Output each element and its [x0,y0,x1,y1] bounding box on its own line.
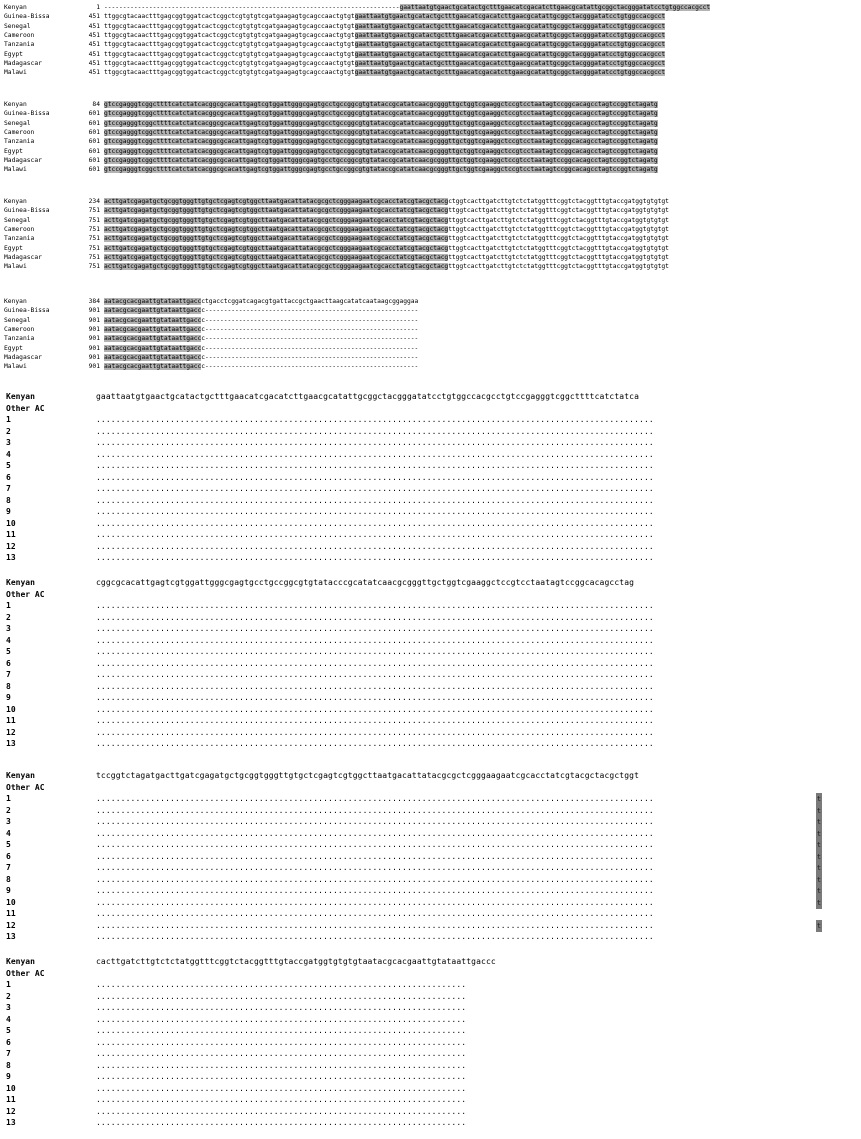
row-label: 4 [6,1014,11,1024]
unaligned-region: ttggtcacttgatcttgtctctatggtttcggtctacggtttgtaccgatggtgtgtgt [448,235,669,243]
unaligned-region: c--------------------------------------------------------- [201,335,419,343]
unaligned-region: ctgacctcggatcagacgtgattaccgctgaacttaagcatatcaataagcggaggaa [201,298,419,305]
sequence-name: Senegal [4,216,31,224]
sequence-position: 901 [88,353,100,361]
identity-dots: ................................................................................................................. [96,472,654,482]
unaligned-region: ttggcgtacaactttgagcggtggatcactcggctcgtgtgtcgatgaagagtgcagccaactgtgt [104,31,355,39]
sequence-name: Madagascar [4,353,42,361]
row-label: 10 [6,704,16,714]
row-label: 3 [6,817,11,826]
aligned-region: acttgatcgagatgctgcggtgggttgtgctcgagtcgtggcttaatgacattatacgcgctcgggaagaatcgcacctatcgtacgctacg [104,253,449,261]
identity-dots: ................................................................................................................. [96,415,654,424]
sequence-text [104,41,665,50]
aligned-region: gtccgagggtcggcttttcatctatcacggcgcacattgagtcgtggattgggcgagtgcctgccggcgtgtataccgcatatcaacgcgggttgctggtcgaaggctccgtcctaatagtccggcacagcctagtccggtctagatg [104,147,658,155]
identity-dots: ................................................................................................................. [96,681,654,691]
unaligned-region: ttggtcacttgatcttgtctctatggtttcggtctacggtttgtaccgatggtgtgtgt [448,207,669,215]
identity-dots: ........................................................................... [96,1072,467,1081]
row-label: Kenyan [6,771,35,780]
row-label: 4 [6,828,11,838]
aligned-region: aatacgcacgaattgtataattgacc [104,344,202,352]
reference-sequence: tccggtctagatgacttgatcgagatgctgcggtgggttgtgctcgagtcgtggcttaatgacattatacgcgctcgggaagaatcgcacctatcgtacgctacgctggt [96,771,640,780]
row-label: 12 [6,727,16,737]
sequence-text [104,51,665,60]
aligned-region: acttgatcgagatgctgcggtgggttgtgctcgagtcgtggcttaatgacattatacgcgctcgggaagaatcgcacctatcgtacgctacg [104,198,449,205]
sequence-position: 751 [88,253,100,261]
identity-dots: ................................................................................................................. [96,635,654,645]
unaligned-region: ttggtcacttgatcttgtctctatggtttcggtctacggtttgtaccgatggtgtgtgt [448,253,669,261]
row-label: 7 [6,863,11,872]
row-label: 11 [6,1095,16,1104]
row-label: 4 [6,635,11,645]
row-label: 2 [6,991,11,1001]
sequence-position: 451 [88,41,100,49]
sequence-text [104,207,669,216]
row-label: 1 [6,601,11,610]
unaligned-region: c--------------------------------------------------------- [201,353,419,361]
row-label: 9 [6,507,11,516]
row-label: 12 [6,920,16,930]
sequence-text [104,345,418,354]
sequence-name: Malawi [4,166,27,174]
sequence-position: 901 [88,363,100,371]
identity-dots: ................................................................................................................. [96,647,654,656]
sequence-name: Tanzania [4,138,35,146]
row-label: 9 [6,693,11,702]
identity-dots: ........................................................................... [96,1060,467,1070]
sequence-name: Egypt [4,244,23,252]
row-label: 1 [6,980,11,989]
row-label: 10 [6,897,16,907]
sequence-text [104,69,665,78]
identity-dots: ................................................................................................................. [96,438,654,447]
unaligned-region: c--------------------------------------------------------- [201,363,419,371]
identity-dots: ................................................................................................................. [96,461,654,470]
aligned-region: gtccgagggtcggcttttcatctatcacggcgcacattgagtcgtggattgggcgagtgcctgccggcgtgtataccgcatatcaacgcgggttgctggtcgaaggctccgtcctaatagtccggcacagcctagtccggtctagatg [104,138,658,146]
row-label: 12 [6,1106,16,1116]
sequence-text [104,198,669,207]
sequence-position: 601 [88,110,100,118]
sequence-name: Kenyan [4,298,27,305]
identity-dots: ................................................................................................................. [96,541,654,551]
sequence-text [104,263,669,272]
sequence-text [104,245,669,254]
unaligned-region: ttggcgtacaactttgagcggtggatcactcggctcgtgtgtcgatgaagagtgcagccaactgtgt [104,59,355,67]
sequence-text [104,32,665,41]
unaligned-region: ttggcgtacaactttgagcggtggatcactcggctcgtgtgtcgatgaagagtgcagccaactgtgt [104,13,355,21]
aligned-region: gtccgagggtcggcttttcatctatcacggcgcacattgagtcgtggattgggcgagtgcctgccggcgtgtataccgcatatcaacgcgggttgctggtcgaaggctccgtcctaatagtccggcacagcctagtccggtctagatg [104,119,658,127]
row-label: Kenyan [6,392,35,401]
sequence-name: Guinea-Bissa [4,307,50,315]
sequence-position: 384 [88,298,100,305]
identity-dots: ................................................................................................................. [96,553,654,562]
identity-dots: ................................................................................................................. [96,794,654,803]
unaligned-region: ttggtcacttgatcttgtctctatggtttcggtctacggtttgtaccgatggtgtgtgt [448,216,669,224]
sequence-position: 751 [88,263,100,271]
sequence-name: Cameroon [4,128,35,136]
sequence-position: 1 [96,4,100,11]
sequence-text [104,157,658,166]
row-label: 11 [6,909,16,918]
sequence-name: Senegal [4,119,31,127]
sequence-name: Madagascar [4,156,42,164]
row-label: Kenyan [6,578,35,587]
sequence-position: 84 [92,101,100,108]
row-label: Other AC [6,968,45,978]
identity-dots: ................................................................................................................. [96,670,654,679]
sequence-name: Guinea-Bissa [4,13,50,21]
identity-dots: ................................................................................................................. [96,601,654,610]
identity-dots: ........................................................................... [96,1083,467,1093]
identity-dots: ........................................................................... [96,991,467,1001]
sequence-text [104,307,418,316]
sequence-name: Egypt [4,344,23,352]
row-label: 13 [6,932,16,941]
sequence-text [104,120,658,129]
row-label: 12 [6,541,16,551]
identity-dots: ................................................................................................................. [96,739,654,748]
sequence-position: 901 [88,335,100,343]
sequence-name: Tanzania [4,235,35,243]
sequence-name: Senegal [4,316,31,324]
identity-dots: ................................................................................................................. [96,909,654,918]
identity-dots: ................................................................................................................. [96,886,654,895]
sequence-text [104,129,658,138]
row-label: 6 [6,472,11,482]
unaligned-region: c--------------------------------------------------------- [201,325,419,333]
row-label: 5 [6,1026,11,1035]
row-label: 3 [6,1003,11,1012]
sequence-name: Madagascar [4,59,42,67]
aligned-region: gtccgagggtcggcttttcatctatcacggcgcacattgagtcgtggattgggcgagtgcctgccggcgtgtataccgcatatcaacgcgggttgctggtcgaaggctccgtcctaatagtccggcacagcctagtccggtctagatg [104,166,658,174]
identity-dots: ................................................................................................................. [96,426,654,436]
snp-variant-mark: t [816,864,822,872]
row-label: 13 [6,739,16,748]
sequence-text [104,326,418,335]
sequence-name: Tanzania [4,335,35,343]
snp-variant-mark: t [816,921,822,930]
sequence-text [104,217,669,226]
identity-dots: ........................................................................... [96,1106,467,1116]
identity-dots: ........................................................................... [96,1014,467,1024]
unaligned-region: ------------------------------------------------------------------------------- [104,4,400,11]
identity-dots: ........................................................................... [96,1049,467,1058]
snp-variant-mark: t [816,875,822,884]
sequence-position: 601 [88,119,100,127]
row-label: 8 [6,874,11,884]
row-label: 7 [6,670,11,679]
sequence-name: Kenyan [4,198,27,205]
sequence-name: Kenyan [4,4,27,11]
sequence-name: Malawi [4,363,27,371]
sequence-text [104,13,665,22]
sequence-text [104,110,658,119]
sequence-text [104,166,658,175]
sequence-position: 751 [88,225,100,233]
sequence-name: Malawi [4,263,27,271]
identity-dots: ................................................................................................................. [96,658,654,668]
row-label: 4 [6,449,11,459]
sequence-position: 451 [88,22,100,30]
aligned-region: aatacgcacgaattgtataattgacc [104,353,202,361]
row-label: 13 [6,1118,16,1127]
row-label: Other AC [6,403,45,413]
identity-dots: ................................................................................................................. [96,932,654,941]
sequence-position: 751 [88,216,100,224]
sequence-position: 901 [88,307,100,315]
row-label: 11 [6,716,16,725]
snp-variant-mark: t [816,818,822,826]
sequence-text [104,226,669,235]
row-label: 6 [6,1037,11,1047]
unaligned-region: ttggcgtacaactttgagcggtggatcactcggctcgtgtgtcgatgaagagtgcagccaactgtgt [104,41,355,49]
row-label: 2 [6,805,11,815]
sequence-position: 601 [88,166,100,174]
sequence-text [104,235,669,244]
sequence-text [104,60,665,69]
aligned-region: gaattaatgtgaactgcatactgctttgaacatcgacatcttgaacgcatattgcggctacgggatatcctgtggccacgcct [354,50,666,58]
sequence-name: Cameroon [4,225,35,233]
sequence-name: Kenyan [4,101,27,108]
sequence-position: 901 [88,316,100,324]
aligned-region: aatacgcacgaattgtataattgacc [104,307,202,315]
row-label: 1 [6,415,11,424]
identity-dots: ................................................................................................................. [96,851,654,861]
snp-variant-mark: t [816,841,822,849]
sequence-name: Cameroon [4,325,35,333]
aligned-region: aatacgcacgaattgtataattgacc [104,316,202,324]
sequence-position: 751 [88,244,100,252]
sequence-text [104,354,418,363]
snp-variant-mark: t [816,829,822,838]
sequence-position: 601 [88,128,100,136]
sequence-position: 751 [88,235,100,243]
row-label: 8 [6,681,11,691]
identity-dots: ................................................................................................................. [96,624,654,633]
sequence-position: 451 [88,59,100,67]
reference-sequence: cggcgcacattgagtcgtggattgggcgagtgcctgccggcgtgtatacccgcatatcaacgcgggttgctggtcgaaggctccgtcctaatagtccggcacagcctag [96,578,635,587]
aligned-region: aatacgcacgaattgtataattgacc [104,363,202,371]
sequence-position: 601 [88,138,100,146]
sequence-position: 901 [88,344,100,352]
identity-dots: ........................................................................... [96,1095,467,1104]
aligned-region: gaattaatgtgaactgcatactgctttgaacatcgacatcttgaacgcatattgcggctacgggatatcctgtggccacgcct [354,13,666,21]
sequence-text [104,138,658,147]
snp-variant-mark: t [816,852,822,861]
row-label: 13 [6,553,16,562]
sequence-text [104,254,669,263]
row-label: 7 [6,1049,11,1058]
row-label: 10 [6,518,16,528]
identity-dots: ................................................................................................................. [96,693,654,702]
row-label: 9 [6,1072,11,1081]
identity-dots: ................................................................................................................. [96,495,654,505]
sequence-position: 601 [88,156,100,164]
unaligned-region: ttggtcacttgatcttgtctctatggtttcggtctacggtttgtaccgatggtgtgtgt [448,225,669,233]
identity-dots: ........................................................................... [96,1026,467,1035]
row-label: 6 [6,851,11,861]
snp-variant-mark: t [816,806,822,815]
unaligned-region: ctggtcacttgatcttgtctctatggtttcggtctacggtttgtaccgatggtgtgtgt [448,198,669,205]
aligned-region: acttgatcgagatgctgcggtgggttgtgctcgagtcgtggcttaatgacattatacgcgctcgggaagaatcgcacctatcgtacgctacg [104,244,449,252]
row-label: Other AC [6,589,45,599]
aligned-region: acttgatcgagatgctgcggtgggttgtgctcgagtcgtggcttaatgacattatacgcgctcgggaagaatcgcacctatcgtacgctacg [104,216,449,224]
sequence-text [104,298,418,307]
unaligned-region: ttggcgtacaactttgagcggtggatcactcggctcgtgtgtcgatgaagagtgcagccaactgtgt [104,50,355,58]
unaligned-region: ttggtcacttgatcttgtctctatggtttcggtctacggtttgtaccgatggtgtgtgt [448,263,669,271]
sequence-name: Senegal [4,22,31,30]
row-label: 6 [6,658,11,668]
reference-sequence: cacttgatcttgtctctatggtttcggtctacggtttgtaccgatggtgtgtgtaatacgcacgaattgtataattgaccc [96,957,496,966]
aligned-region: gtccgagggtcggcttttcatctatcacggcgcacattgagtcgtggattgggcgagtgcctgccggcgtgtataccgcatatcaacgcgggttgctggtcgaaggctccgtcctaatagtccggcacagcctagtccggtctagatg [104,128,658,136]
aligned-region: gaattaatgtgaactgcatactgctttgaacatcgacatcttgaacgcatattgcggctacgggatatcctgtggccacgcct [354,69,666,77]
aligned-region: acttgatcgagatgctgcggtgggttgtgctcgagtcgtggcttaatgacattatacgcgctcgggaagaatcgcacctatcgtacgctacg [104,263,449,271]
identity-dots: ................................................................................................................. [96,518,654,528]
aligned-region: acttgatcgagatgctgcggtgggttgtgctcgagtcgtggcttaatgacattatacgcgctcgggaagaatcgcacctatcgtacgctacg [104,235,449,243]
unaligned-region: c--------------------------------------------------------- [201,307,419,315]
row-label: Other AC [6,782,45,792]
reference-sequence: gaattaatgtgaactgcatactgctttgaacatcgacatcttgaacgcatattgcggctacgggatatcctgtggccacgcctgtccgagggtcggcttttcatctatca [96,392,640,401]
identity-dots: ................................................................................................................. [96,874,654,884]
aligned-region: gaattaatgtgaactgcatactgctttgaacatcgacatcttgaacgcatattgcggctacgggatatcctgtggccacgcct [399,4,711,11]
sequence-name: Tanzania [4,41,35,49]
identity-dots: ................................................................................................................. [96,805,654,815]
aligned-region: acttgatcgagatgctgcggtgggttgtgctcgagtcgtggcttaatgacattatacgcgctcgggaagaatcgcacctatcgtacgctacg [104,225,449,233]
aligned-region: gaattaatgtgaactgcatactgctttgaacatcgacatcttgaacgcatattgcggctacgggatatcctgtggccacgcct [354,59,666,67]
sequence-text [104,335,418,344]
row-label: 8 [6,495,11,505]
row-label: 7 [6,484,11,493]
sequence-position: 234 [88,198,100,205]
aligned-region: aatacgcacgaattgtataattgacc [104,298,202,305]
aligned-region: gtccgagggtcggcttttcatctatcacggcgcacattgagtcgtggattgggcgagtgcctgccggcgtgtataccgcatatcaacgcgggttgctggtcgaaggctccgtcctaatagtccggcacagcctagtccggtctagatg [104,110,658,118]
identity-dots: ................................................................................................................. [96,449,654,459]
identity-dots: ................................................................................................................. [96,704,654,714]
sequence-name: Egypt [4,50,23,58]
sequence-position: 601 [88,147,100,155]
sequence-position: 451 [88,69,100,77]
aligned-region: gtccgagggtcggcttttcatctatcacggcgcacattgagtcgtggattgggcgagtgcctgccggcgtgtataccgcatatcaacgcgggttgctggtcgaaggctccgtcctaatagtccggcacagcctagtccggtctagatg [104,101,658,108]
snp-variant-mark: t [816,898,822,907]
aligned-region: gaattaatgtgaactgcatactgctttgaacatcgacatcttgaacgcatattgcggctacgggatatcctgtggccacgcct [354,22,666,30]
identity-dots: ................................................................................................................. [96,840,654,849]
sequence-position: 451 [88,13,100,21]
identity-dots: ................................................................................................................. [96,507,654,516]
identity-dots: ................................................................................................................. [96,828,654,838]
identity-dots: ........................................................................... [96,1037,467,1047]
identity-dots: ................................................................................................................. [96,920,654,930]
sequence-text [104,23,665,32]
unaligned-region: ttggtcacttgatcttgtctctatggtttcggtctacggtttgtaccgatggtgtgtgt [448,244,669,252]
row-label: 2 [6,612,11,622]
identity-dots: ................................................................................................................. [96,863,654,872]
sequence-text [104,317,418,326]
sequence-position: 901 [88,325,100,333]
snp-variant-mark: t [816,887,822,895]
row-label: 10 [6,1083,16,1093]
sequence-text [104,148,658,157]
identity-dots: ................................................................................................................. [96,817,654,826]
sequence-position: 751 [88,207,100,215]
aligned-region: aatacgcacgaattgtataattgacc [104,325,202,333]
identity-dots: ........................................................................... [96,1118,467,1127]
sequence-name: Egypt [4,147,23,155]
sequence-position: 451 [88,31,100,39]
sequence-name: Guinea-Bissa [4,207,50,215]
sequence-text [104,363,418,372]
unaligned-region: ttggcgtacaactttgagcggtggatcactcggctcgtgtgtcgatgaagagtgcagccaactgtgt [104,22,355,30]
sequence-name: Guinea-Bissa [4,110,50,118]
row-label: 8 [6,1060,11,1070]
sequence-text [104,101,658,110]
row-label: 9 [6,886,11,895]
aligned-region: aatacgcacgaattgtataattgacc [104,335,202,343]
row-label: 5 [6,461,11,470]
row-label: 5 [6,840,11,849]
unaligned-region: ttggcgtacaactttgagcggtggatcactcggctcgtgtgtcgatgaagagtgcagccaactgtgt [104,69,355,77]
unaligned-region: c--------------------------------------------------------- [201,344,419,352]
row-label: Kenyan [6,957,35,966]
identity-dots: ................................................................................................................. [96,612,654,622]
identity-dots: ................................................................................................................. [96,530,654,539]
aligned-region: gaattaatgtgaactgcatactgctttgaacatcgacatcttgaacgcatattgcggctacgggatatcctgtggccacgcct [354,41,666,49]
identity-dots: ........................................................................... [96,980,467,989]
identity-dots: ........................................................................... [96,1003,467,1012]
sequence-name: Madagascar [4,253,42,261]
row-label: 3 [6,438,11,447]
row-label: 3 [6,624,11,633]
row-label: 1 [6,794,11,803]
unaligned-region: c--------------------------------------------------------- [201,316,419,324]
aligned-region: gaattaatgtgaactgcatactgctttgaacatcgacatcttgaacgcatattgcggctacgggatatcctgtggccacgcct [354,31,666,39]
sequence-name: Cameroon [4,31,35,39]
sequence-name: Malawi [4,69,27,77]
sequence-position: 451 [88,50,100,58]
identity-dots: ................................................................................................................. [96,484,654,493]
row-label: 5 [6,647,11,656]
identity-dots: ................................................................................................................. [96,897,654,907]
row-label: 2 [6,426,11,436]
row-label: 11 [6,530,16,539]
aligned-region: gtccgagggtcggcttttcatctatcacggcgcacattgagtcgtggattgggcgagtgcctgccggcgtgtataccgcatatcaacgcgggttgctggtcgaaggctccgtcctaatagtccggcacagcctagtccggtctagatg [104,156,658,164]
identity-dots: ................................................................................................................. [96,716,654,725]
aligned-region: acttgatcgagatgctgcggtgggttgtgctcgagtcgtggcttaatgacattatacgcgctcgggaagaatcgcacctatcgtacgctacg [104,207,449,215]
identity-dots: ................................................................................................................. [96,727,654,737]
sequence-text [104,4,710,13]
snp-variant-mark: t [816,795,822,803]
